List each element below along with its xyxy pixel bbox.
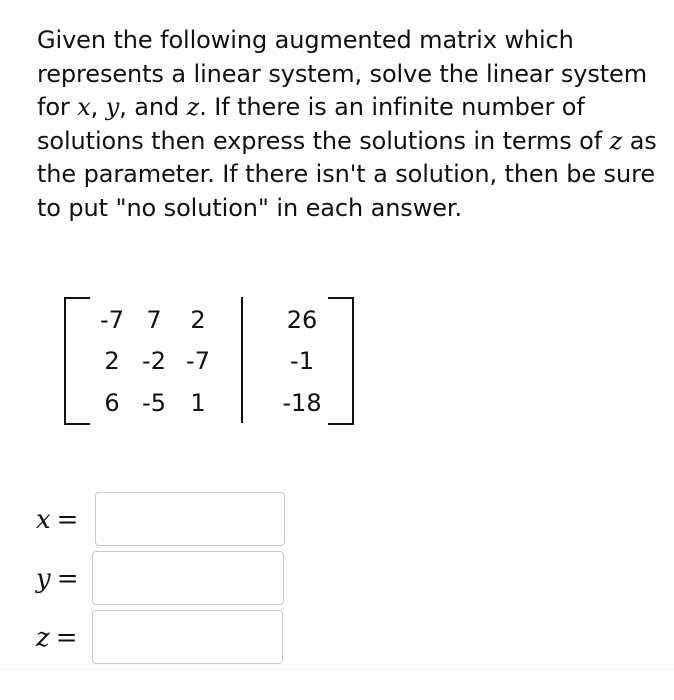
variable-x: x [77, 93, 91, 122]
matrix-cell: 7 [146, 306, 162, 334]
answer-row-z [36, 610, 296, 666]
answer-label-x: x = [36, 505, 79, 535]
matrix-cell: 2 [190, 306, 206, 334]
matrix-constant-cell: -18 [282, 389, 322, 417]
matrix-cell: -7 [100, 306, 124, 334]
matrix-constant-cell: 26 [286, 306, 318, 334]
matrix-constant-cell: -1 [290, 347, 314, 375]
matrix-cell: -7 [186, 347, 210, 375]
variable-z: z [186, 93, 200, 122]
answer-label-z: z = [36, 623, 78, 653]
matrix-cell: 2 [104, 347, 120, 375]
augmented-matrix [64, 297, 354, 423]
answer-label-y: y = [36, 564, 79, 594]
question-part-3: as the parameter. If there isn't a solution, then be sure to put "no solution" in each answer. [37, 126, 657, 222]
matrix-cell: -5 [142, 389, 166, 417]
question-part-1: Given the following augmented matrix which represents a linear system, solve the linear system for [37, 26, 647, 122]
answer-input-x[interactable] [95, 492, 285, 546]
separator-2: , and [119, 93, 187, 122]
matrix-cell: -2 [142, 347, 166, 375]
matrix-cell: 1 [190, 389, 206, 417]
separator-1: , [90, 93, 106, 122]
question-part-2: . If there is an infinite number of solutions then express the solutions in terms of [37, 93, 610, 155]
variable-y: y [105, 93, 120, 122]
parameter-variable: z [609, 126, 623, 155]
answer-input-z[interactable] [92, 610, 283, 664]
question-text [37, 24, 657, 226]
matrix-left-bracket [64, 297, 90, 425]
augment-divider [241, 297, 243, 423]
answer-input-y[interactable] [92, 551, 284, 605]
matrix-cell: 6 [104, 389, 120, 417]
answer-row-x [36, 492, 296, 548]
answer-row-y [36, 551, 296, 607]
bottom-divider [0, 668, 674, 669]
